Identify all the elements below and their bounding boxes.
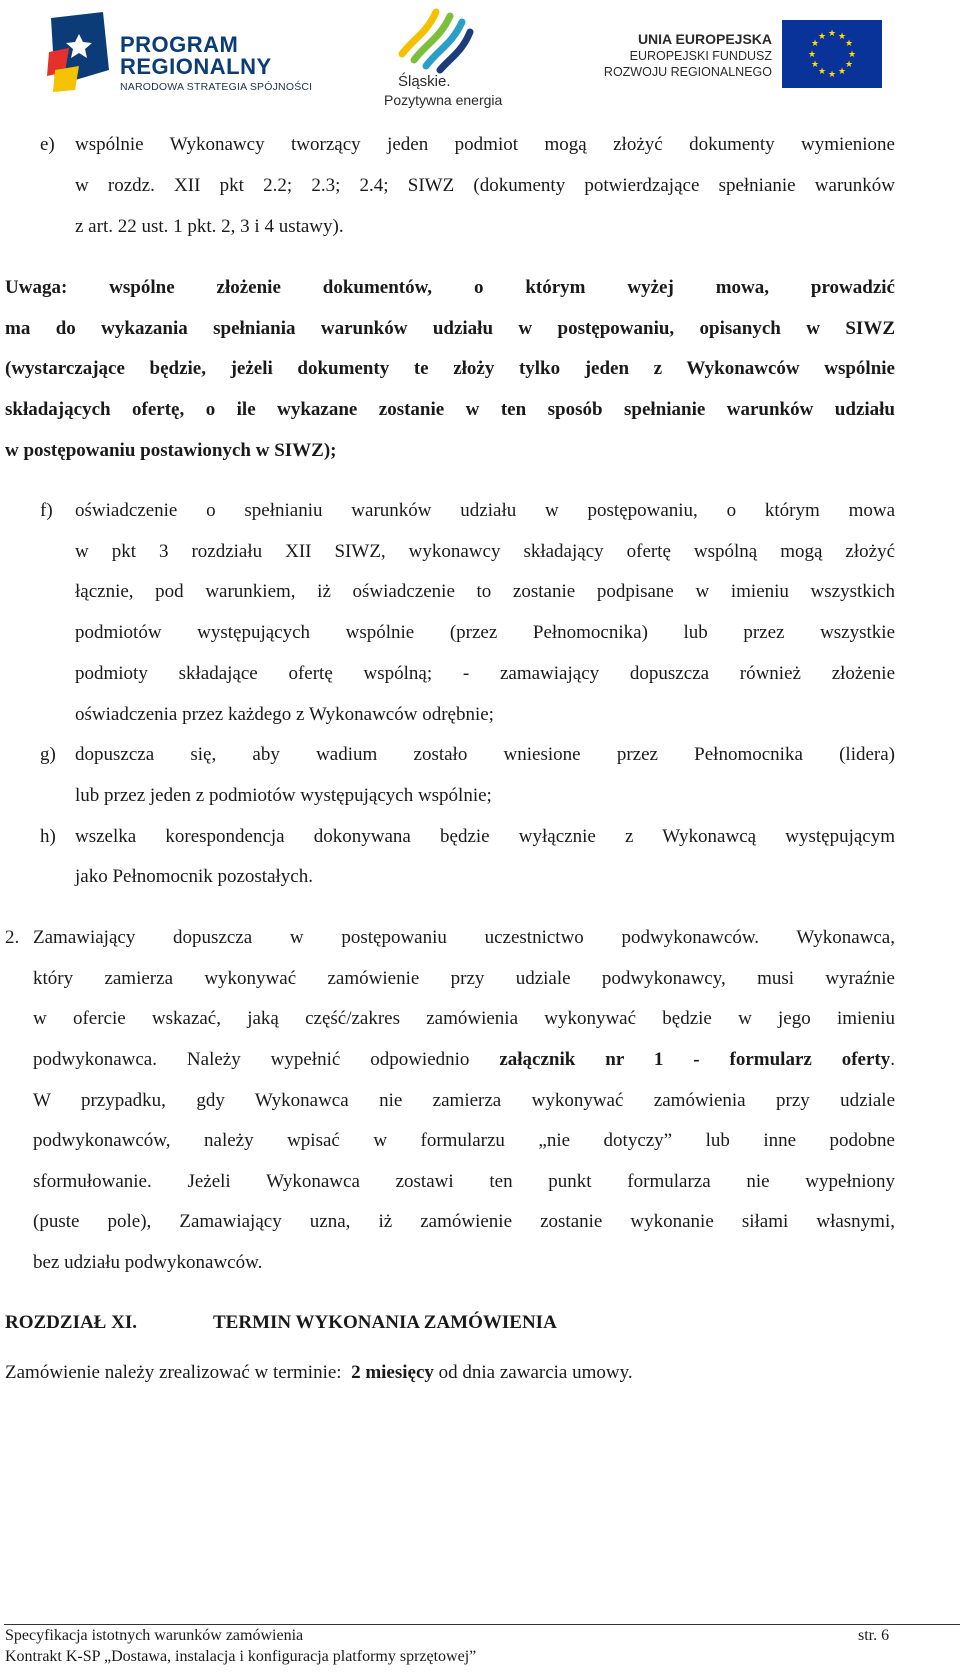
point-2-line3: w ofercie wskazać, jaką część/zakres zamówienia wykonywać będzie w jego imieniu	[33, 1008, 895, 1029]
svg-text:★: ★	[837, 67, 847, 77]
term-duration: 2 miesięcy	[351, 1362, 434, 1383]
point-2-marker: 2.	[5, 927, 20, 948]
eu-flag-icon	[782, 20, 882, 88]
program-logo-line2: REGIONALNY	[120, 54, 272, 79]
item-e-line1: wspólnie Wykonawcy tworzący jeden podmiot mogą złożyć dokumenty wymienione	[75, 134, 895, 155]
point-2-line4	[33, 1049, 895, 1071]
item-f-marker: f)	[40, 500, 53, 521]
term-sentence	[5, 1362, 633, 1384]
eu-logo-line1: UNIA EUROPEJSKA	[637, 31, 772, 47]
svg-text:★: ★	[810, 39, 820, 49]
svg-text:★: ★	[827, 70, 837, 80]
chapter-number: ROZDZIAŁ XI.	[5, 1312, 137, 1333]
slaskie-waves-icon	[396, 4, 476, 74]
item-e-marker: e)	[40, 134, 55, 155]
point-2-line9: bez udziału podwykonawców.	[33, 1252, 263, 1273]
attachment-reference: załącznik nr 1 - formularz oferty	[499, 1049, 891, 1070]
term-sentence-text: Zamówienie należy zrealizować w terminie:	[5, 1362, 342, 1383]
point-2-line7: sformułowanie. Jeżeli Wykonawca zostawi ten punkt formularza nie wypełniony	[33, 1171, 895, 1192]
uwaga-line5: w postępowaniu postawionych w SIWZ);	[5, 440, 337, 461]
point-2-line2: który zamierza wykonywać zamówienie przy udziale podwykonawcy, musi wyraźnie	[33, 968, 895, 989]
eu-logo-line2: EUROPEJSKI FUNDUSZ	[629, 49, 772, 63]
eu-logo	[590, 20, 890, 90]
uwaga-line4: składających ofertę, o ile wykazane zostanie w ten sposób spełnianie warunków udziału	[5, 399, 895, 420]
term-sentence-end: od dnia zawarcia umowy.	[438, 1362, 633, 1383]
item-f-line3: łącznie, pod warunkiem, iż oświadczenie to zostanie podpisane w imieniu wszystkich	[75, 581, 895, 602]
item-f-line5: podmioty składające ofertę wspólną; - zamawiający dopuszcza również złożenie	[75, 663, 895, 684]
svg-text:★: ★	[817, 32, 827, 42]
point-2-line6: podwykonawców, należy wpisać w formularzu „nie dotyczy” lub inne podobne	[33, 1130, 895, 1151]
slaskie-logo	[370, 4, 520, 110]
uwaga-line2: ma do wykazania spełniania warunków udziału w postępowaniu, opisanych w SIWZ	[5, 318, 895, 339]
slaskie-tagline: Pozytywna energia	[384, 92, 503, 108]
svg-text:★: ★	[844, 39, 854, 49]
program-logo-line3: NARODOWA STRATEGIA SPÓJNOŚCI	[120, 81, 313, 93]
item-g-marker: g)	[40, 744, 56, 765]
chapter-title: TERMIN WYKONANIA ZAMÓWIENIA	[213, 1312, 557, 1333]
item-f-line1: oświadczenie o spełnianiu warunków udziału w postępowaniu, o którym mowa	[75, 500, 895, 521]
item-h-marker: h)	[40, 826, 56, 847]
svg-text:★: ★	[817, 67, 827, 77]
svg-text:★: ★	[844, 60, 854, 70]
footer-contract-title: Kontrakt K-SP „Dostawa, instalacja i konfiguracja platformy sprzętowej”	[5, 1648, 477, 1665]
svg-text:★: ★	[827, 29, 837, 39]
item-e-line2: w rozdz. XII pkt 2.2; 2.3; 2.4; SIWZ (dokumenty potwierdzające spełnianie warunków	[75, 175, 895, 196]
svg-text:★: ★	[810, 60, 820, 70]
svg-text:★: ★	[847, 50, 857, 60]
point-2-line1: Zamawiający dopuszcza w postępowaniu uczestnictwo podwykonawców. Wykonawca,	[33, 927, 895, 948]
point-2-line8: (puste pole), Zamawiający uzna, iż zamówienie zostanie wykonanie siłami własnymi,	[33, 1211, 895, 1232]
item-h-line2: jako Pełnomocnik pozostałych.	[75, 866, 313, 887]
item-e-line3: z art. 22 ust. 1 pkt. 2, 3 i 4 ustawy).	[75, 216, 344, 237]
item-g-line2: lub przez jeden z podmiotów występujących wspólnie;	[75, 785, 492, 806]
footer-divider	[4, 1624, 960, 1625]
eu-logo-line3: ROZWOJU REGIONALNEGO	[603, 65, 772, 79]
program-regionalny-logo	[45, 10, 335, 100]
point-2-line4-text: podwykonawca. Należy wypełnić odpowiednio	[33, 1049, 470, 1070]
footer-document-title: Specyfikacja istotnych warunków zamówienia	[5, 1627, 304, 1644]
point-2-line4-end: .	[890, 1049, 895, 1070]
program-logo-line1: PROGRAM	[120, 32, 239, 57]
slaskie-name: Śląskie.	[398, 73, 451, 90]
item-f-line2: w pkt 3 rozdziału XII SIWZ, wykonawcy składający ofertę wspólną mogą złożyć	[75, 541, 895, 562]
item-f-line6: oświadczenia przez każdego z Wykonawców odrębnie;	[75, 704, 494, 725]
point-2-line5: W przypadku, gdy Wykonawca nie zamierza wykonywać zamówienia przy udziale	[33, 1090, 895, 1111]
svg-text:★: ★	[807, 50, 817, 60]
svg-text:★: ★	[837, 32, 847, 42]
uwaga-line3: (wystarczające będzie, jeżeli dokumenty te złoży tylko jeden z Wykonawców wspólnie	[5, 358, 895, 379]
footer-page-number: str. 6	[858, 1627, 890, 1644]
item-f-line4: podmiotów występujących wspólnie (przez Pełnomocnika) lub przez wszystkie	[75, 622, 895, 643]
item-h-line1: wszelka korespondencja dokonywana będzie wyłącznie z Wykonawcą występującym	[75, 826, 895, 847]
uwaga-line1: Uwaga: wspólne złożenie dokumentów, o którym wyżej mowa, prowadzić	[5, 277, 895, 298]
item-g-line1: dopuszcza się, aby wadium zostało wniesione przez Pełnomocnika (lidera)	[75, 744, 895, 765]
program-regionalny-emblem-icon	[45, 12, 117, 96]
